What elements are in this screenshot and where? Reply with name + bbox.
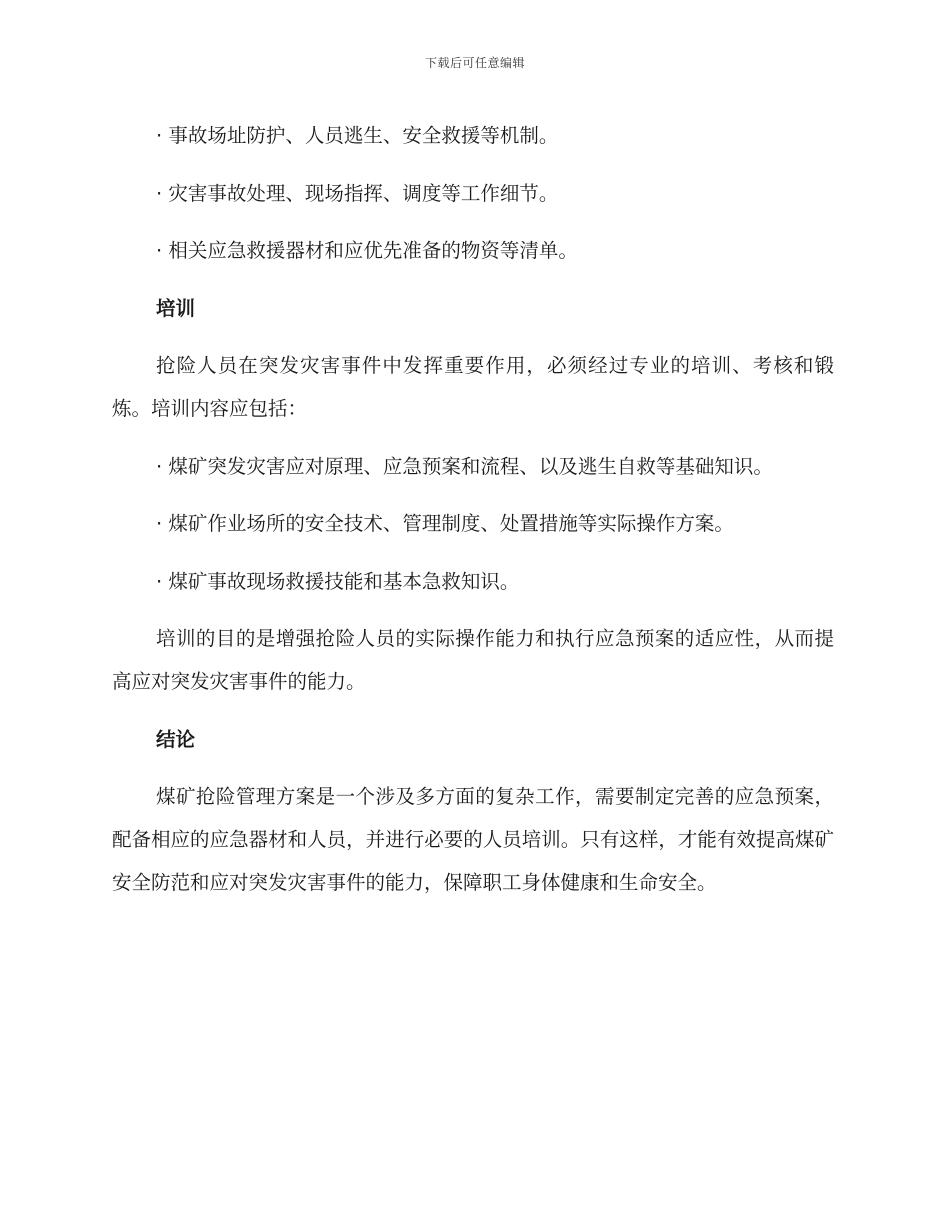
training-bullet-item: · 煤矿事故现场救援技能和基本急救知识。 (156, 569, 520, 593)
bullet-item: · 相关应急救援器材和应优先准备的物资等清单。 (156, 239, 578, 262)
bullet-item: · 灾害事故处理、现场指挥、调度等工作细节。 (156, 181, 559, 205)
document-body (112, 114, 834, 919)
bullet-item: · 事故场址防护、人员逃生、安全救援等机制。 (156, 124, 559, 147)
training-bullet-item: · 煤矿突发灾害应对原理、应急预案和流程、以及逃生自救等基础知识。 (156, 454, 773, 478)
section-heading-training: 培训 (156, 296, 196, 320)
header-watermark: 下载后可任意编辑 (424, 56, 525, 70)
training-intro-paragraph: 抢险人员在突发灾害事件中发挥重要作用，必须经过专业的培训、考核和锻炼。培训内容应包括： (112, 354, 834, 420)
training-purpose-paragraph: 培训的目的是增强抢险人员的实际操作能力和执行应急预案的适应性，从而提高应对突发灾害事件的能力。 (112, 627, 834, 693)
section-heading-conclusion: 结论 (156, 727, 196, 751)
conclusion-paragraph: 煤矿抢险管理方案是一个涉及多方面的复杂工作，需要制定完善的应急预案，配备相应的应急器材和人员，并进行必要的人员培训。只有这样，才能有效提高煤矿安全防范和应对突发灾害事件的能力，保障职工身体健康和生命安全。 (112, 785, 834, 894)
training-bullet-item: · 煤矿作业场所的安全技术、管理制度、处置措施等实际操作方案。 (156, 512, 734, 535)
